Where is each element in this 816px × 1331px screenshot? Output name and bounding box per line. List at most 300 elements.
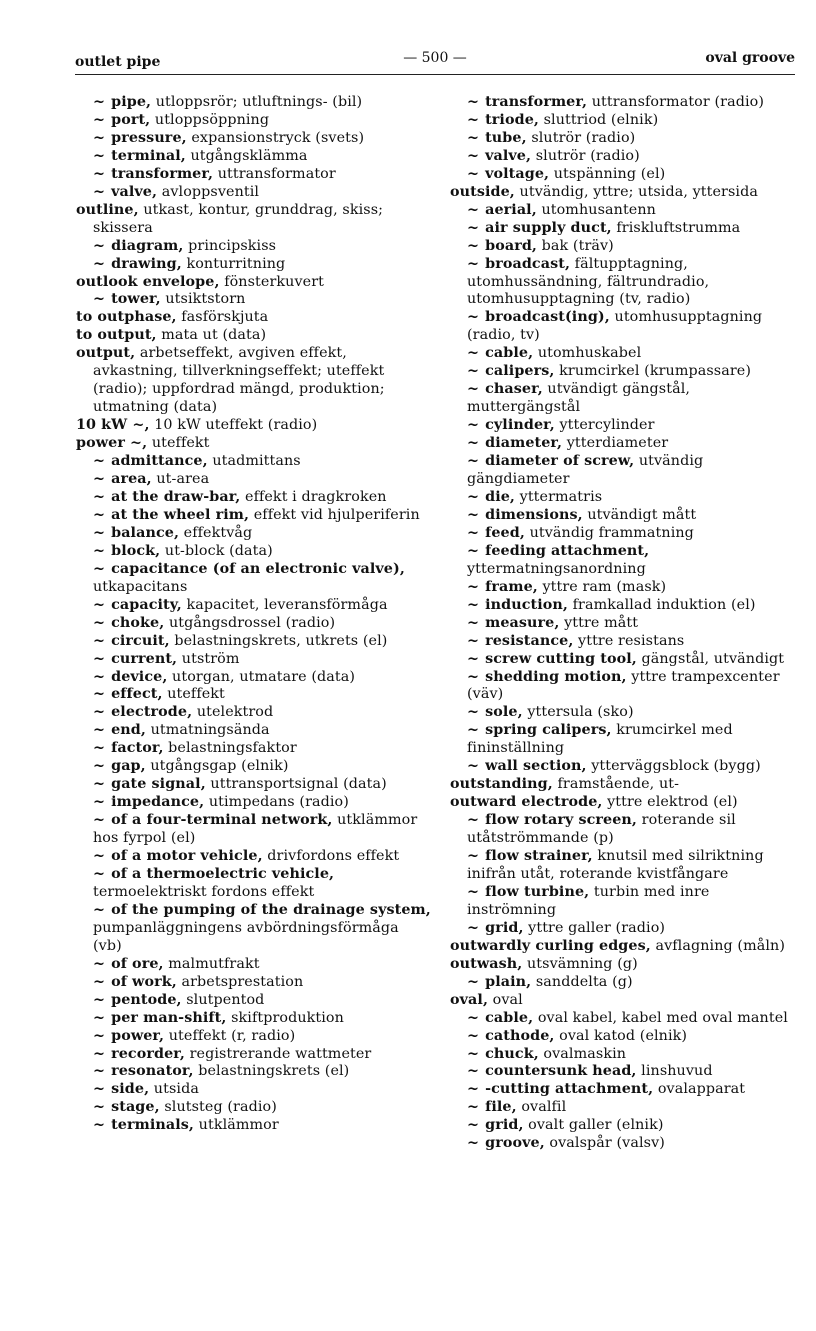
sub-entry <box>450 920 800 938</box>
entry-definition: yttre ram (mask) <box>537 578 667 595</box>
sub-entry <box>450 1046 800 1064</box>
swung-dash-icon: ~ <box>93 542 106 559</box>
swung-dash-icon: ~ <box>467 919 480 936</box>
swung-dash-icon: ~ <box>467 1009 480 1026</box>
sub-entry <box>450 1063 800 1081</box>
swung-dash-icon: ~ <box>93 111 106 128</box>
swung-dash-icon: ~ <box>93 488 106 505</box>
entry-term: outwardly curling edges, <box>450 937 651 954</box>
swung-dash-icon: ~ <box>467 632 480 649</box>
sub-entry <box>76 1063 432 1081</box>
entry-definition: utomhusupptagning (radio, tv) <box>467 309 763 344</box>
entry-term: cathode, <box>485 1027 555 1044</box>
swung-dash-icon: ~ <box>467 147 480 164</box>
entry-term: transformer, <box>485 94 588 110</box>
sub-entry <box>450 1135 800 1153</box>
entry-term: triode, <box>485 111 539 128</box>
swung-dash-icon: ~ <box>93 506 106 523</box>
swung-dash-icon: ~ <box>93 471 106 488</box>
entry-term: 10 kW ~, <box>76 417 150 434</box>
entry-term: die, <box>485 488 515 505</box>
swung-dash-icon: ~ <box>467 488 480 505</box>
sub-entry <box>450 758 800 776</box>
entry-term: circuit, <box>111 632 170 649</box>
entry-definition: utström <box>177 650 240 667</box>
swung-dash-icon: ~ <box>467 506 480 523</box>
entry-definition: malmutfrakt <box>163 955 260 972</box>
swung-dash-icon: ~ <box>93 776 106 793</box>
sub-entry <box>76 776 432 794</box>
sub-entry <box>450 94 800 112</box>
headword-entry <box>450 184 800 202</box>
swung-dash-icon: ~ <box>93 596 106 613</box>
swung-dash-icon: ~ <box>467 578 480 595</box>
entry-term: measure, <box>485 614 560 631</box>
swung-dash-icon: ~ <box>467 201 480 218</box>
headword-entry <box>76 309 432 327</box>
sub-entry <box>76 866 432 902</box>
entry-term: capacity, <box>111 596 182 613</box>
entry-definition: yttermatningsanordning <box>467 560 646 577</box>
sub-entry <box>450 345 800 363</box>
header-rule <box>75 74 795 75</box>
entry-definition: slutpentod <box>181 991 265 1008</box>
swung-dash-icon: ~ <box>93 740 106 757</box>
entry-term: choke, <box>111 614 165 631</box>
entry-term: diameter, <box>485 435 563 452</box>
entry-definition: ovalmaskin <box>538 1045 627 1062</box>
swung-dash-icon: ~ <box>467 542 480 559</box>
entry-definition: ytterdiameter <box>562 435 669 452</box>
entry-term: device, <box>111 668 168 685</box>
entry-term: outstanding, <box>450 776 553 793</box>
entry-term: electrode, <box>111 704 193 721</box>
entry-definition: ut-area <box>151 471 210 488</box>
entry-definition: utimpedans (radio) <box>204 794 349 811</box>
entry-definition: belastningskrets, utkrets (el) <box>169 632 388 649</box>
sub-entry <box>450 435 800 453</box>
entry-definition: uteffekt <box>147 435 210 452</box>
swung-dash-icon: ~ <box>467 219 480 236</box>
entry-definition: utkapacitans <box>93 578 188 595</box>
sub-entry <box>76 740 432 758</box>
entry-definition: uttransformator (radio) <box>587 94 764 110</box>
sub-entry <box>450 651 800 669</box>
sub-entry <box>76 507 432 525</box>
sub-entry <box>450 256 800 310</box>
entry-definition: yttre trampexcenter (väv) <box>467 668 780 703</box>
sub-entry <box>450 543 800 579</box>
swung-dash-icon: ~ <box>93 794 106 811</box>
entry-definition: oval katod (elnik) <box>554 1027 688 1044</box>
swung-dash-icon: ~ <box>467 1063 480 1080</box>
swung-dash-icon: ~ <box>467 1135 480 1152</box>
sub-entry <box>76 489 432 507</box>
sub-entry <box>450 130 800 148</box>
sub-entry <box>76 633 432 651</box>
entry-definition: utklämmor <box>194 1117 279 1134</box>
entry-term: pressure, <box>111 129 187 146</box>
entry-term: countersunk head, <box>485 1063 637 1080</box>
entry-term: oval, <box>450 991 489 1008</box>
entry-definition: principskiss <box>183 237 277 254</box>
entry-definition: pumpanläggningens avbördningsförmåga (vb) <box>93 919 399 954</box>
sub-entry <box>450 525 800 543</box>
left-column <box>76 94 432 1135</box>
entry-definition: oval kabel, kabel med oval mantel <box>533 1009 788 1026</box>
entry-definition: utloppsöppning <box>150 111 270 128</box>
sub-entry <box>76 686 432 704</box>
swung-dash-icon: ~ <box>467 255 480 272</box>
entry-definition: yttercylinder <box>554 417 655 434</box>
sub-entry <box>76 561 432 597</box>
swung-dash-icon: ~ <box>93 955 106 972</box>
sub-entry <box>76 543 432 561</box>
entry-definition: arbetsprestation <box>176 973 304 990</box>
entry-term: terminals, <box>111 1117 195 1134</box>
entry-definition: fasförskjuta <box>176 309 269 326</box>
sub-entry <box>76 256 432 274</box>
entry-definition: kapacitet, leveransförmåga <box>181 596 388 613</box>
entry-definition: arbetseffekt, avgiven effekt, avkastning, tillverkningseffekt; uteffekt (radio); uppfordrad mängd, produktion; utmatning (data) <box>93 345 385 416</box>
entry-definition: yttre galler (radio) <box>523 919 666 936</box>
entry-term: power ~, <box>76 435 148 452</box>
entry-term: wall section, <box>485 758 587 775</box>
swung-dash-icon: ~ <box>467 973 480 990</box>
entry-definition: ytterväggsblock (bygg) <box>586 758 761 775</box>
entry-term: at the draw-bar, <box>111 488 241 505</box>
entry-definition: belastningskrets (el) <box>193 1063 350 1080</box>
sub-entry <box>450 812 800 848</box>
entry-term: outside, <box>450 183 515 200</box>
entry-term: -cutting attachment, <box>485 1081 654 1098</box>
entry-definition: utomhusantenn <box>536 201 656 218</box>
entry-term: transformer, <box>111 165 214 182</box>
sub-entry <box>76 525 432 543</box>
sub-entry <box>450 1010 800 1028</box>
entry-term: impedance, <box>111 794 205 811</box>
entry-term: frame, <box>485 578 538 595</box>
entry-term: induction, <box>485 596 568 613</box>
sub-entry <box>450 363 800 381</box>
entry-term: screw cutting tool, <box>485 650 637 667</box>
entry-definition: effekt vid hjulperiferin <box>249 506 420 523</box>
headword-entry <box>76 435 432 453</box>
entry-term: at the wheel rim, <box>111 506 250 523</box>
swung-dash-icon: ~ <box>467 381 480 398</box>
entry-definition: termoelektriskt fordons effekt <box>93 883 315 900</box>
sub-entry <box>450 1099 800 1117</box>
entry-definition: expansionstryck (svets) <box>186 129 365 146</box>
sub-entry <box>450 417 800 435</box>
entry-definition: utvändig frammatning <box>524 524 694 541</box>
entry-term: gap, <box>111 758 146 775</box>
entry-term: aerial, <box>485 201 537 218</box>
sub-entry <box>76 1028 432 1046</box>
sub-entry <box>76 902 432 956</box>
entry-term: valve, <box>111 183 158 200</box>
swung-dash-icon: ~ <box>93 758 106 775</box>
entry-term: resistance, <box>485 632 574 649</box>
swung-dash-icon: ~ <box>467 1027 480 1044</box>
entry-definition: uteffekt (r, radio) <box>164 1027 296 1044</box>
entry-term: feeding attachment, <box>485 542 650 559</box>
swung-dash-icon: ~ <box>467 1117 480 1134</box>
entry-term: calipers, <box>485 363 555 380</box>
headword-entry <box>76 202 432 238</box>
swung-dash-icon: ~ <box>93 991 106 1008</box>
entry-term: valve, <box>485 147 532 164</box>
entry-term: area, <box>111 471 152 488</box>
entry-term: effect, <box>111 686 163 703</box>
swung-dash-icon: ~ <box>93 1063 106 1080</box>
entry-definition: fönsterkuvert <box>219 273 324 290</box>
page-header <box>75 44 795 74</box>
entry-term: pentode, <box>111 991 182 1008</box>
sub-entry <box>450 848 800 884</box>
entry-term: of the pumping of the drainage system, <box>111 901 431 918</box>
sub-entry <box>450 148 800 166</box>
header-right-guideword: oval groove <box>705 50 795 66</box>
entry-definition: friskluftstrumma <box>611 219 741 236</box>
entry-term: tower, <box>111 291 161 308</box>
sub-entry <box>76 974 432 992</box>
entry-term: flow strainer, <box>485 848 593 865</box>
entry-definition: utvändig gängdiameter <box>467 453 704 488</box>
entry-definition: uteffekt <box>162 686 225 703</box>
sub-entry <box>76 597 432 615</box>
entry-definition: utorgan, utmatare (data) <box>167 668 356 685</box>
entry-term: port, <box>111 111 151 128</box>
swung-dash-icon: ~ <box>93 147 106 164</box>
sub-entry <box>76 651 432 669</box>
entry-definition: utsiktstorn <box>160 291 246 308</box>
swung-dash-icon: ~ <box>467 758 480 775</box>
entry-term: capacitance (of an electronic valve), <box>111 560 405 577</box>
entry-definition: utmatningsända <box>145 722 270 739</box>
swung-dash-icon: ~ <box>467 596 480 613</box>
sub-entry <box>76 291 432 309</box>
sub-entry <box>76 238 432 256</box>
sub-entry <box>76 148 432 166</box>
entry-term: cable, <box>485 345 534 362</box>
swung-dash-icon: ~ <box>467 650 480 667</box>
swung-dash-icon: ~ <box>467 417 480 434</box>
swung-dash-icon: ~ <box>93 973 106 990</box>
entry-definition: utgångsdrossel (radio) <box>164 614 336 631</box>
entry-term: diameter of screw, <box>485 453 635 470</box>
swung-dash-icon: ~ <box>93 812 106 829</box>
entry-definition: utvändigt gängstål, muttergängstål <box>467 381 691 416</box>
sub-entry <box>76 615 432 633</box>
entry-term: to outphase, <box>76 309 177 326</box>
entry-definition: yttre elektrod (el) <box>602 794 738 811</box>
sub-entry <box>76 1099 432 1117</box>
entry-definition: oval <box>488 991 523 1008</box>
swung-dash-icon: ~ <box>467 704 480 721</box>
headword-entry <box>76 327 432 345</box>
sub-entry <box>76 1117 432 1135</box>
swung-dash-icon: ~ <box>467 1081 480 1098</box>
entry-definition: linshuvud <box>636 1063 713 1080</box>
swung-dash-icon: ~ <box>93 848 106 865</box>
entry-term: factor, <box>111 740 164 757</box>
entry-definition: utsvämning (g) <box>522 955 638 972</box>
entry-term: groove, <box>485 1135 545 1152</box>
entry-definition: bak (träv) <box>537 237 614 254</box>
right-column <box>450 94 800 1153</box>
header-left-guideword: outlet pipe <box>75 54 161 70</box>
entry-term: end, <box>111 722 146 739</box>
sub-entry <box>76 669 432 687</box>
swung-dash-icon: ~ <box>93 1117 106 1134</box>
entry-term: terminal, <box>111 147 186 164</box>
swung-dash-icon: ~ <box>467 883 480 900</box>
entry-term: output, <box>76 345 136 362</box>
swung-dash-icon: ~ <box>467 722 480 739</box>
swung-dash-icon: ~ <box>93 1081 106 1098</box>
entry-term: stage, <box>111 1099 160 1116</box>
swung-dash-icon: ~ <box>93 722 106 739</box>
sub-entry <box>450 633 800 651</box>
entry-term: side, <box>111 1081 150 1098</box>
swung-dash-icon: ~ <box>93 1045 106 1062</box>
sub-entry <box>450 579 800 597</box>
page-number: — 500 — <box>403 50 467 66</box>
sub-entry <box>76 471 432 489</box>
swung-dash-icon: ~ <box>467 435 480 452</box>
entry-term: power, <box>111 1027 165 1044</box>
sub-entry <box>76 956 432 974</box>
headword-entry <box>450 938 800 956</box>
swung-dash-icon: ~ <box>467 309 480 326</box>
entry-definition: slutrör (radio) <box>526 129 636 146</box>
entry-term: grid, <box>485 1117 524 1134</box>
entry-definition: avloppsventil <box>157 183 260 200</box>
swung-dash-icon: ~ <box>467 848 480 865</box>
entry-term: cable, <box>485 1009 534 1026</box>
entry-term: outlook envelope, <box>76 273 220 290</box>
sub-entry <box>450 381 800 417</box>
entry-definition: utomhuskabel <box>533 345 642 362</box>
sub-entry <box>76 758 432 776</box>
swung-dash-icon: ~ <box>93 686 106 703</box>
sub-entry <box>76 992 432 1010</box>
sub-entry <box>76 166 432 184</box>
sub-entry <box>450 1081 800 1099</box>
swung-dash-icon: ~ <box>93 183 106 200</box>
entry-definition: sanddelta (g) <box>531 973 633 990</box>
entry-term: dimensions, <box>485 506 583 523</box>
sub-entry <box>76 112 432 130</box>
entry-definition: utvändigt mått <box>582 506 697 523</box>
swung-dash-icon: ~ <box>93 865 106 882</box>
sub-entry <box>76 812 432 848</box>
sub-entry <box>76 184 432 202</box>
swung-dash-icon: ~ <box>93 291 106 308</box>
sub-entry <box>450 884 800 920</box>
sub-entry <box>76 722 432 740</box>
sub-entry <box>450 1117 800 1135</box>
entry-term: board, <box>485 237 537 254</box>
entry-term: chuck, <box>485 1045 539 1062</box>
sub-entry <box>76 704 432 722</box>
entry-definition: uttransformator <box>213 165 336 182</box>
sub-entry <box>450 309 800 345</box>
swung-dash-icon: ~ <box>467 1045 480 1062</box>
entry-definition: yttre mått <box>559 614 639 631</box>
headword-entry <box>76 274 432 292</box>
sub-entry <box>76 848 432 866</box>
entry-definition: belastningsfaktor <box>163 740 297 757</box>
headword-entry <box>450 956 800 974</box>
entry-term: chaser, <box>485 381 543 398</box>
sub-entry <box>76 1010 432 1028</box>
sub-entry <box>76 130 432 148</box>
entry-term: to output, <box>76 327 157 344</box>
entry-term: of work, <box>111 973 177 990</box>
swung-dash-icon: ~ <box>467 668 480 685</box>
swung-dash-icon: ~ <box>467 614 480 631</box>
sub-entry <box>450 722 800 758</box>
entry-definition: konturritning <box>181 255 286 272</box>
entry-term: broadcast, <box>485 255 571 272</box>
entry-definition: yttre resistans <box>573 632 685 649</box>
headword-entry <box>450 992 800 1010</box>
swung-dash-icon: ~ <box>93 632 106 649</box>
swung-dash-icon: ~ <box>93 560 106 577</box>
sub-entry <box>450 1028 800 1046</box>
entry-term: feed, <box>485 524 525 541</box>
swung-dash-icon: ~ <box>467 1099 480 1116</box>
entry-definition: yttermatris <box>515 488 603 505</box>
entry-definition: utvändig, yttre; utsida, yttersida <box>514 183 758 200</box>
entry-term: plain, <box>485 973 532 990</box>
swung-dash-icon: ~ <box>93 614 106 631</box>
swung-dash-icon: ~ <box>93 901 106 918</box>
entry-term: outwash, <box>450 955 523 972</box>
entry-term: pipe, <box>111 94 152 110</box>
entry-definition: ut-block (data) <box>160 542 273 559</box>
entry-term: sole, <box>485 704 523 721</box>
entry-term: of ore, <box>111 955 164 972</box>
sub-entry <box>76 1046 432 1064</box>
entry-definition: sluttriod (elnik) <box>538 111 659 128</box>
entry-term: drawing, <box>111 255 182 272</box>
sub-entry <box>76 794 432 812</box>
entry-definition: skiftproduktion <box>226 1009 344 1026</box>
entry-definition: ovalspår (valsv) <box>544 1135 665 1152</box>
entry-term: spring calipers, <box>485 722 612 739</box>
sub-entry <box>76 94 432 112</box>
swung-dash-icon: ~ <box>93 650 106 667</box>
swung-dash-icon: ~ <box>93 94 106 110</box>
entry-definition: fältupptagning, utomhussändning, fältrundradio, utomhusupptagning (tv, radio) <box>467 255 710 308</box>
entry-term: gate signal, <box>111 776 206 793</box>
swung-dash-icon: ~ <box>93 165 106 182</box>
entry-term: air supply duct, <box>485 219 612 236</box>
entry-term: diagram, <box>111 237 184 254</box>
entry-definition: avflagning (måln) <box>650 937 786 954</box>
swung-dash-icon: ~ <box>467 165 480 182</box>
entry-term: flow rotary screen, <box>485 812 637 829</box>
swung-dash-icon: ~ <box>467 812 480 829</box>
entry-definition: utadmittans <box>207 453 301 470</box>
sub-entry <box>450 615 800 633</box>
headword-entry <box>76 417 432 435</box>
sub-entry <box>450 112 800 130</box>
entry-definition: yttersula (sko) <box>522 704 634 721</box>
